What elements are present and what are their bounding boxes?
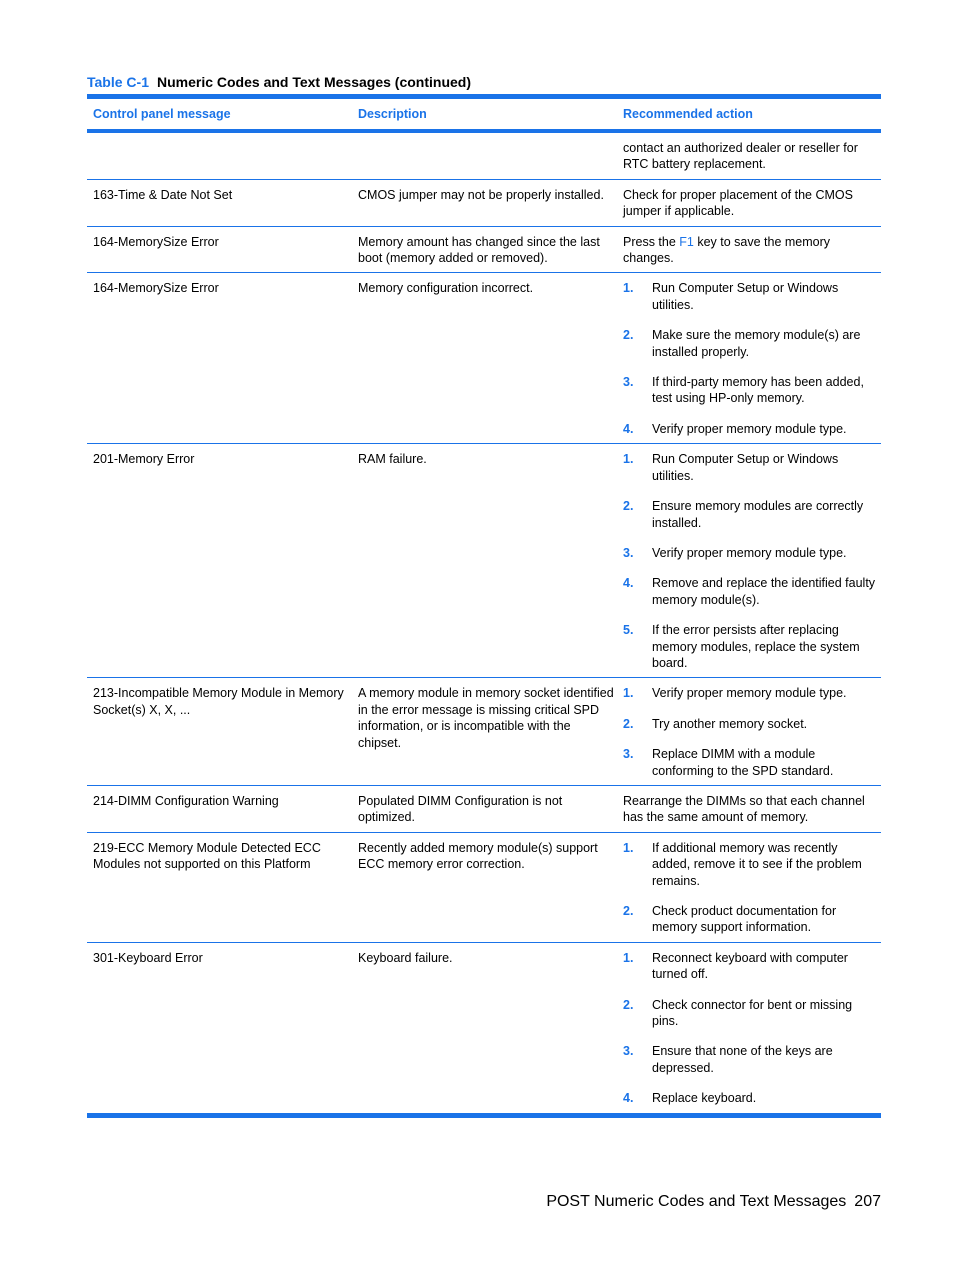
steps-list [623,840,877,936]
description-cell: RAM failure. [358,452,427,467]
step-number: 2. [623,328,634,343]
description-cell: A memory module in memory socket identified in the error message is missing critical SPD information, or is incompatible with the chipset. [358,686,614,750]
step-item [623,997,877,1030]
action-cell: Rearrange the DIMMs so that each channel has the same amount of memory. [623,793,865,825]
description-cell: Keyboard failure. [358,950,453,965]
table-row [87,180,881,227]
step-text: Replace DIMM with a module conforming to the SPD standard. [652,747,834,778]
table-row [87,133,881,180]
table-row [87,227,881,274]
action-cell [617,451,881,671]
step-number: 2. [623,716,634,731]
step-item [623,1090,877,1106]
message-cell: 164-MemorySize Error [93,281,219,296]
step-item [623,716,877,732]
step-item [623,421,877,437]
action-text: key to save the memory changes. [623,234,831,266]
header-control-panel-message: Control panel message [93,107,231,121]
message-cell: 213-Incompatible Memory Module in Memory Socket(s) X, X, ... [93,686,344,717]
step-text: Reconnect keyboard with computer turned off. [652,950,848,982]
action-cell [617,950,881,1107]
header-recommended-action: Recommended action [623,107,753,121]
f1-key: F1 [679,234,694,249]
description-cell: Memory configuration incorrect. [358,281,534,296]
step-item [623,840,877,889]
step-text: Run Computer Setup or Windows utilities. [652,452,839,483]
description-cell: Populated DIMM Configuration is not optimized. [358,793,563,825]
step-text: Check connector for bent or missing pins. [652,997,853,1029]
step-item [623,1043,877,1076]
action-cell [617,234,881,267]
step-item [623,498,877,531]
step-number: 3. [623,375,634,390]
step-number: 4. [623,1091,634,1106]
step-text: Ensure that none of the keys are depressed. [652,1044,833,1075]
codes-table [87,94,881,1118]
action-cell [617,840,881,936]
step-text: Replace keyboard. [652,1091,757,1106]
step-text: Verify proper memory module type. [652,421,847,436]
table-number: Table C-1 [87,74,149,90]
step-item [623,374,877,407]
step-text: Make sure the memory module(s) are installed properly. [652,328,861,359]
step-number: 2. [623,499,634,514]
step-item [623,575,877,608]
step-text: If third-party memory has been added, test using HP-only memory. [652,375,864,406]
table-row [87,444,881,678]
step-item [623,685,877,701]
message-cell: 219-ECC Memory Module Detected ECC Modules not supported on this Platform [93,840,321,872]
steps-list [623,280,877,437]
description-cell: Memory amount has changed since the last boot (memory added or removed). [358,234,600,266]
action-cell [617,280,881,437]
message-cell [87,140,352,173]
header-description: Description [358,107,427,121]
step-item [623,280,877,313]
step-number: 2. [623,997,634,1012]
action-text: Press the [623,234,680,249]
message-cell: 201-Memory Error [93,452,195,467]
step-item [623,903,877,936]
step-text: Verify proper memory module type. [652,545,847,560]
step-text: Ensure memory modules are correctly installed. [652,499,864,530]
step-item [623,950,877,983]
table-caption [87,74,471,90]
step-item [623,545,877,561]
step-text: Remove and replace the identified faulty memory module(s). [652,576,876,607]
step-item [623,622,877,671]
step-number: 3. [623,747,634,762]
steps-list [623,685,877,779]
step-number: 3. [623,545,634,560]
table-title: Numeric Codes and Text Messages (continued) [156,74,472,90]
step-number: 1. [623,950,634,965]
action-cell [617,685,881,779]
message-cell: 164-MemorySize Error [93,234,219,249]
step-text: If the error persists after replacing memory modules, replace the system board. [652,623,860,670]
step-number: 2. [623,904,634,918]
action-cell: Check for proper placement of the CMOS jumper if applicable. [623,187,853,219]
action-cell: contact an authorized dealer or reseller for RTC battery replacement. [623,141,858,172]
step-text: If additional memory was recently added, remove it to see if the problem remains. [652,840,862,888]
table-header [87,99,881,129]
description-cell: CMOS jumper may not be properly installed. [358,187,604,202]
table-row [87,943,881,1113]
step-item [623,327,877,360]
message-cell: 214-DIMM Configuration Warning [93,793,279,808]
table-row [87,678,881,786]
page-footer [546,1193,881,1211]
table-row [87,273,881,444]
step-item [623,746,877,779]
step-text: Run Computer Setup or Windows utilities. [652,281,839,312]
description-cell [352,140,617,173]
step-text: Try another memory socket. [652,716,808,731]
step-number: 1. [623,840,634,855]
table-bottom-rule [87,1113,881,1118]
step-text: Verify proper memory module type. [652,686,847,701]
message-cell: 301-Keyboard Error [93,950,203,965]
step-number: 1. [623,281,634,296]
table-row [87,833,881,943]
footer-section-title: POST Numeric Codes and Text Messages [546,1193,847,1210]
steps-list [623,451,877,671]
steps-list [623,950,877,1107]
step-number: 3. [623,1044,634,1059]
step-number: 1. [623,452,634,467]
description-cell: Recently added memory module(s) support ECC memory error correction. [358,840,598,872]
step-item [623,451,877,484]
message-cell: 163-Time & Date Not Set [93,187,233,202]
page-number: 207 [854,1193,881,1210]
step-text: Check product documentation for memory support information. [652,904,837,935]
step-number: 4. [623,576,634,591]
step-number: 5. [623,623,634,638]
table-row [87,786,881,833]
step-number: 4. [623,421,634,436]
step-number: 1. [623,686,634,701]
